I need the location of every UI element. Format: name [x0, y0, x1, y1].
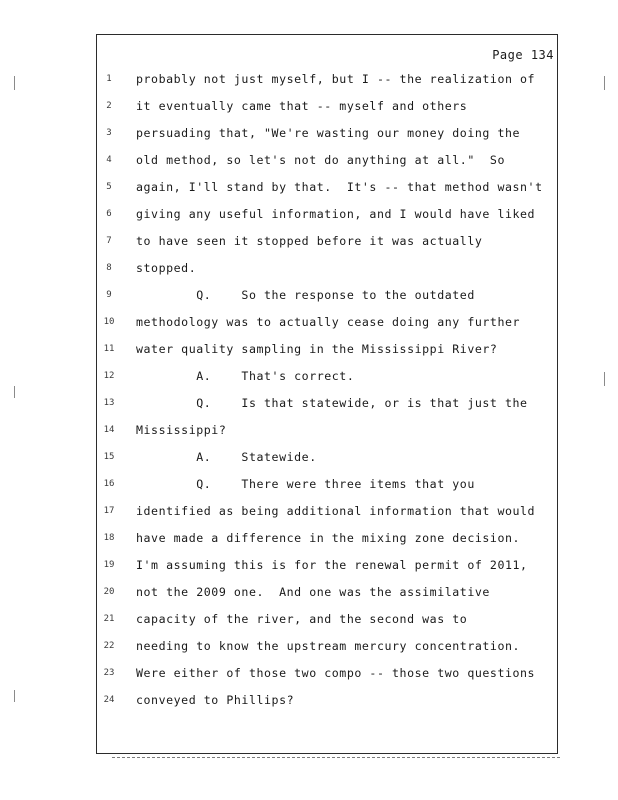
page-number: Page 134	[492, 48, 554, 62]
line-number: 20	[103, 587, 115, 597]
transcript-line	[100, 390, 550, 417]
transcript-line	[100, 282, 550, 309]
line-text: giving any useful information, and I would have liked	[136, 207, 536, 221]
transcript-line	[100, 444, 550, 471]
line-number: 12	[103, 371, 115, 381]
line-number: 19	[103, 560, 115, 570]
line-text: to have seen it stopped before it was actually	[136, 234, 483, 248]
transcript-line	[100, 687, 550, 714]
line-number: 1	[106, 74, 112, 84]
transcript-line	[100, 417, 550, 444]
transcript-line	[100, 93, 550, 120]
line-text: water quality sampling in the Mississippi River?	[136, 342, 498, 356]
line-text: probably not just myself, but I -- the realization of	[136, 72, 536, 86]
line-text: it eventually came that -- myself and others	[136, 99, 468, 113]
line-text: Q. So the response to the outdated	[136, 288, 475, 302]
line-text: Q. Is that statewide, or is that just the	[136, 396, 528, 410]
line-text: old method, so let's not do anything at all." So	[136, 153, 505, 167]
line-text: Were either of those two compo -- those two questions	[136, 666, 536, 680]
left-margin-mark	[14, 76, 15, 90]
transcript-line	[100, 255, 550, 282]
line-number: 17	[103, 506, 115, 516]
line-number: 8	[106, 263, 112, 273]
line-text: Q. There were three items that you	[136, 477, 475, 491]
transcript-line	[100, 174, 550, 201]
line-number: 24	[103, 695, 115, 705]
line-text: needing to know the upstream mercury concentration.	[136, 639, 521, 653]
line-text: identified as being additional information that would	[136, 504, 536, 518]
line-number: 15	[103, 452, 115, 462]
transcript-line	[100, 471, 550, 498]
line-text: I'm assuming this is for the renewal permit of 2011,	[136, 558, 528, 572]
line-text: A. That's correct.	[136, 369, 355, 383]
line-number: 7	[106, 236, 112, 246]
transcript-line	[100, 336, 550, 363]
right-margin-mark	[604, 372, 605, 386]
line-number: 23	[103, 668, 115, 678]
line-text: stopped.	[136, 261, 197, 275]
transcript-lines	[100, 66, 550, 714]
line-number: 3	[106, 128, 112, 138]
line-text: not the 2009 one. And one was the assimilative	[136, 585, 490, 599]
transcript-line	[100, 201, 550, 228]
transcript-line	[100, 66, 550, 93]
line-number: 10	[103, 317, 115, 327]
line-number: 2	[106, 101, 112, 111]
line-text: conveyed to Phillips?	[136, 693, 295, 707]
line-text: A. Statewide.	[136, 450, 317, 464]
transcript-line	[100, 525, 550, 552]
left-margin-mark	[14, 690, 15, 702]
transcript-line	[100, 228, 550, 255]
line-text: again, I'll stand by that. It's -- that method wasn't	[136, 180, 543, 194]
line-number: 22	[103, 641, 115, 651]
transcript-line	[100, 498, 550, 525]
line-number: 16	[103, 479, 115, 489]
line-number: 5	[106, 182, 112, 192]
line-number: 4	[106, 155, 112, 165]
transcript-line	[100, 633, 550, 660]
line-number: 18	[103, 533, 115, 543]
line-number: 6	[106, 209, 112, 219]
line-number: 11	[103, 344, 115, 354]
line-number: 13	[103, 398, 115, 408]
transcript-line	[100, 363, 550, 390]
transcript-line	[100, 552, 550, 579]
transcript-line	[100, 147, 550, 174]
line-number: 14	[103, 425, 115, 435]
line-text: persuading that, "We're wasting our money doing the	[136, 126, 521, 140]
line-text: capacity of the river, and the second was to	[136, 612, 468, 626]
left-margin-mark	[14, 386, 15, 398]
line-number: 21	[103, 614, 115, 624]
line-text: have made a difference in the mixing zone decision.	[136, 531, 521, 545]
transcript-line	[100, 606, 550, 633]
bottom-rule	[112, 757, 560, 758]
transcript-line	[100, 579, 550, 606]
transcript-line	[100, 309, 550, 336]
right-margin-mark	[604, 76, 605, 90]
line-number: 9	[106, 290, 112, 300]
line-text: methodology was to actually cease doing any further	[136, 315, 521, 329]
transcript-line	[100, 660, 550, 687]
line-text: Mississippi?	[136, 423, 227, 437]
transcript-line	[100, 120, 550, 147]
